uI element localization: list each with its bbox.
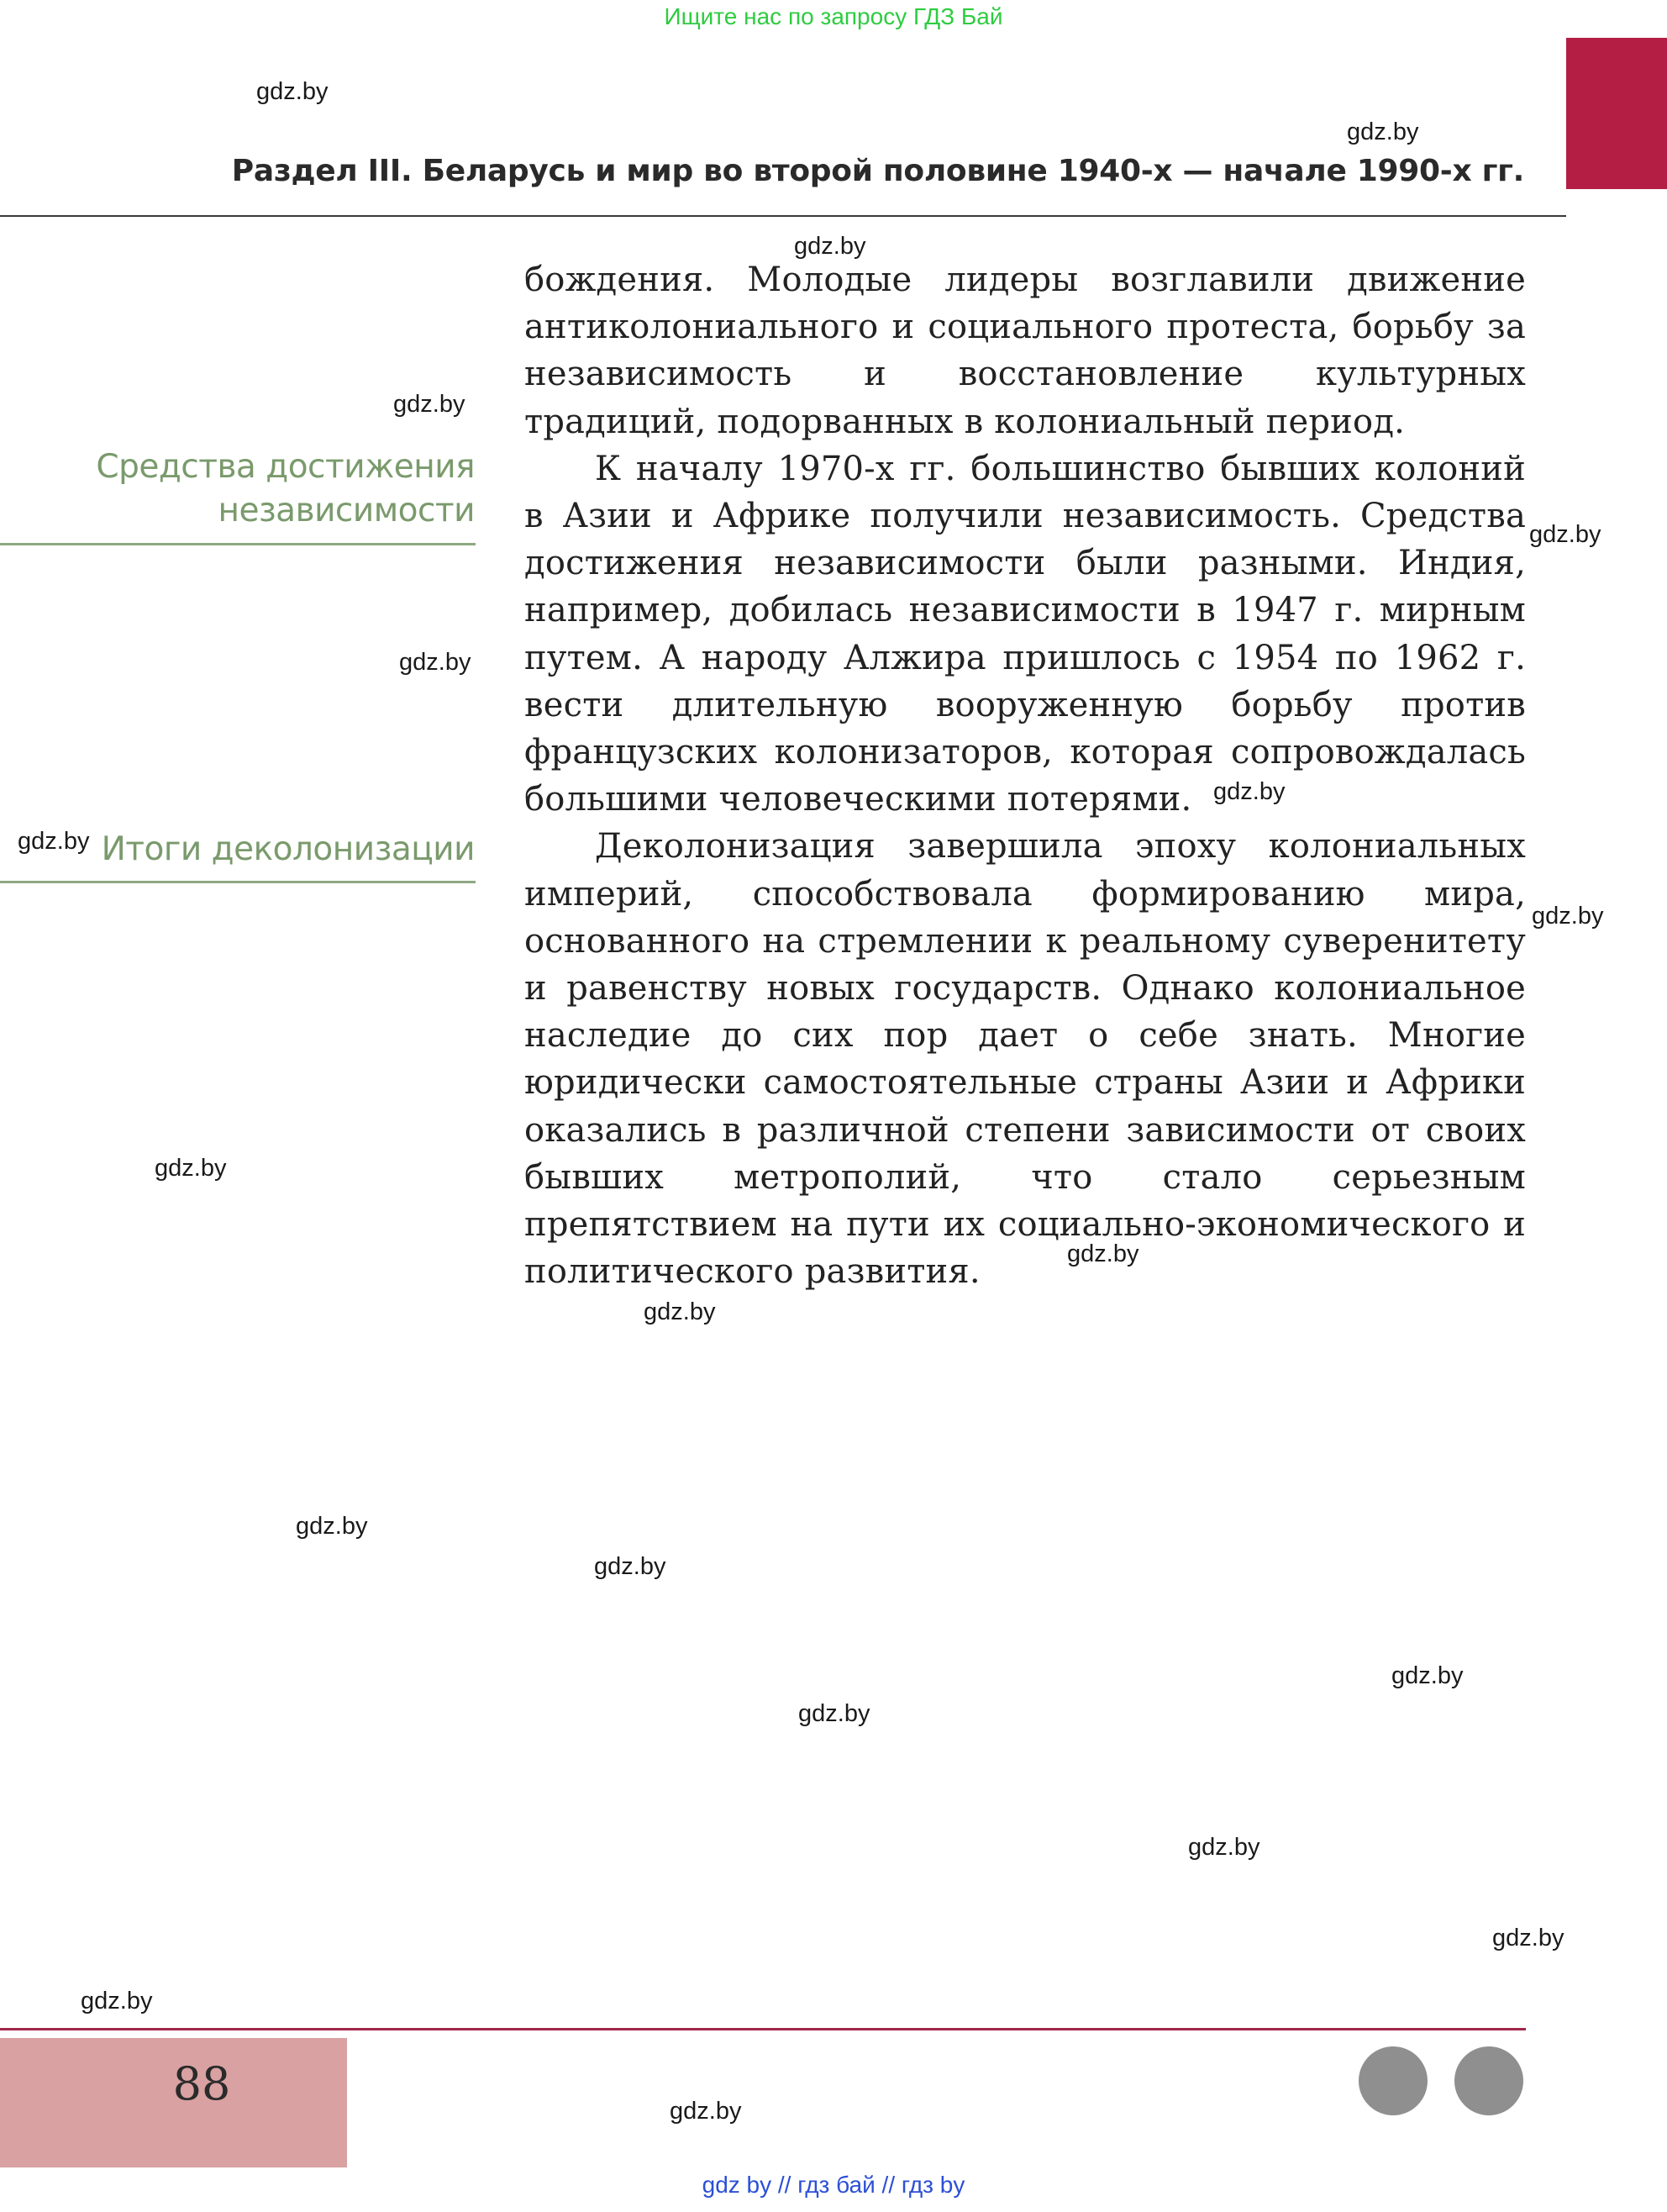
watermark: gdz.by: [81, 1988, 153, 2014]
watermark: gdz.by: [1067, 1240, 1139, 1267]
page-number: 88: [172, 2057, 231, 2110]
watermark: gdz.by: [155, 1155, 227, 1182]
footer-circle-right: [1454, 2046, 1523, 2115]
side-heading-results: [102, 828, 475, 872]
main-text-body: [524, 256, 1526, 1295]
watermark: gdz.by: [794, 233, 866, 260]
watermark: gdz.by: [798, 1700, 870, 1727]
paragraph-3: Деколонизация завершила эпоху колониальных империй, способствовала формированию мира, основанного на стремлении к реальному суверенитету и равенству новых государств. Однако колониальное наследие до сих пор дает о себе знать. Многие юридически самостоятельные страны Азии и Африки оказались в различной степени зависимости от своих бывших метрополий, что стало серьезным препятствием на пути их социально-экономического и политического развития.: [524, 827, 1526, 1292]
paragraph-2: К началу 1970-х гг. большинство бывших колоний в Азии и Африке получили независимость. Средства достижения независимости были разными. Индия, например, добилась независимости в 1947 г. мирным путем. А народу Алжира пришлось с 1954 по 1962 г. вести длительную вооруженную борьбу против французских колонизаторов, которая сопровождалась большими человеческими потерями.: [524, 449, 1526, 819]
header-rule: [0, 215, 1566, 217]
watermark: gdz.by: [1347, 118, 1419, 145]
watermark: gdz.by: [1532, 903, 1604, 930]
side-heading-means-line2: независимости: [218, 492, 475, 529]
watermark: gdz.by: [18, 828, 90, 855]
watermark: gdz.by: [644, 1298, 716, 1325]
watermark: gdz.by: [1213, 778, 1286, 805]
side-heading-results-rule: [0, 881, 476, 883]
section-header-title: Раздел III. Беларусь и мир во второй половине 1940-х — начале 1990-х гг.: [231, 154, 1524, 188]
watermark: gdz.by: [399, 649, 471, 676]
bottom-links[interactable]: gdz by // гдз бай // гдз by: [702, 2172, 965, 2198]
footer-rule: [0, 2028, 1526, 2030]
watermark: gdz.by: [1391, 1662, 1464, 1689]
side-heading-means-line1: Средства достижения: [96, 448, 475, 486]
watermark: gdz.by: [1492, 1925, 1564, 1951]
section-accent-block: [1566, 38, 1667, 189]
watermark: gdz.by: [594, 1553, 666, 1580]
watermark: gdz.by: [1188, 1834, 1260, 1861]
side-heading-means: [96, 445, 475, 533]
top-banner: Ищите нас по запросу ГДЗ Бай: [664, 3, 1003, 29]
paragraph-1: бождения. Молодые лидеры возглавили движение антиколониального и социального протеста, борьбу за независимость и восстановление культурных традиций, подорванных в колониальный период.: [524, 261, 1526, 441]
watermark: gdz.by: [670, 2098, 742, 2125]
footer-circle-left: [1359, 2046, 1428, 2115]
watermark: gdz.by: [1529, 521, 1601, 548]
side-heading-means-rule: [0, 543, 476, 545]
watermark: gdz.by: [296, 1513, 368, 1540]
side-heading-results-line1: Итоги деколонизации: [101, 830, 475, 868]
watermark: gdz.by: [393, 391, 465, 418]
watermark: gdz.by: [256, 78, 329, 105]
